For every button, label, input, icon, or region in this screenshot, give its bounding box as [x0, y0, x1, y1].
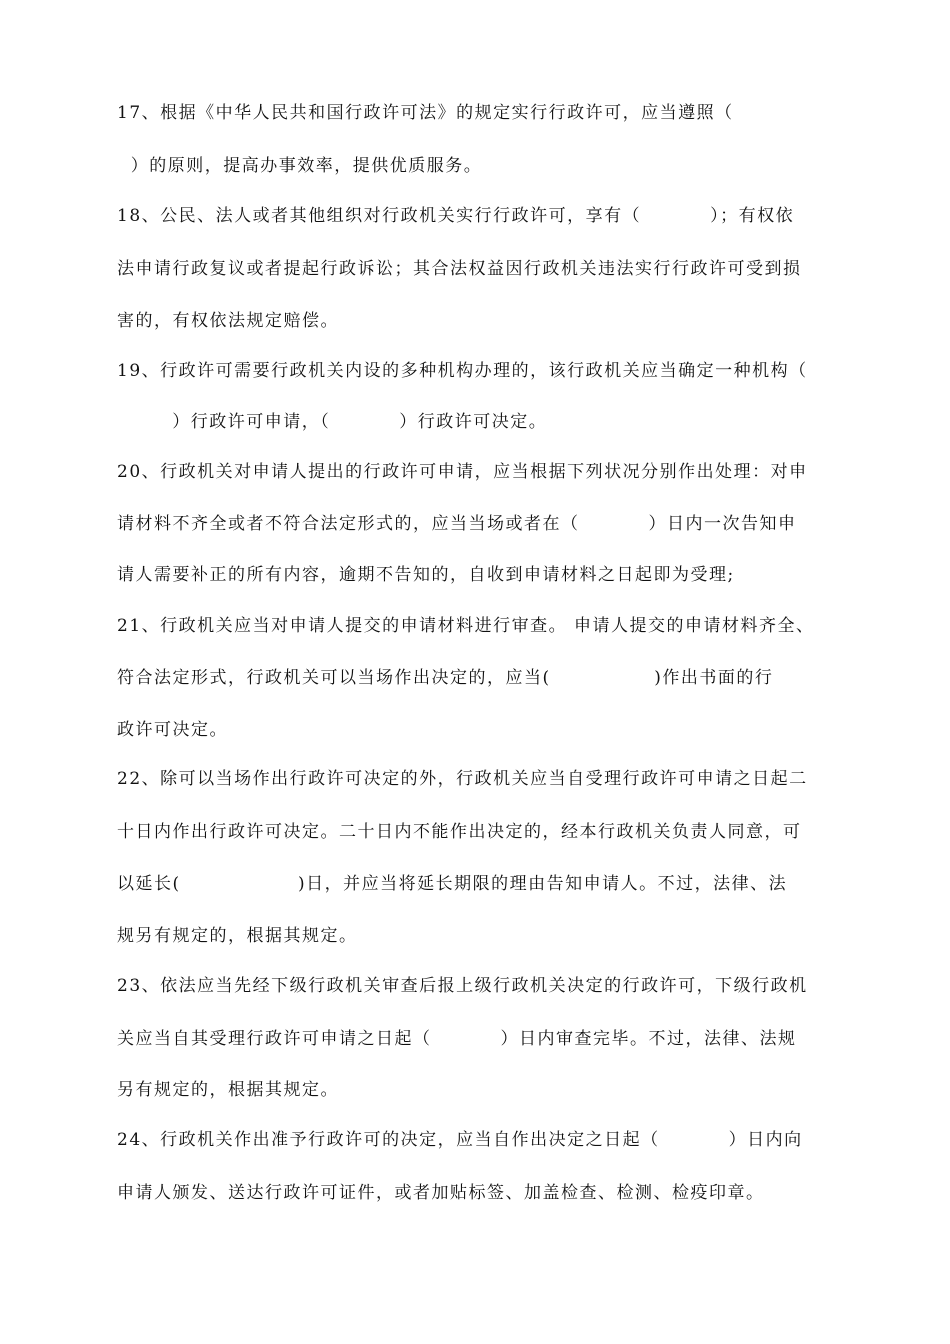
text-line-20c: 请人需要补正的所有内容，逾期不告知的，自收到申请材料之日起即为受理;	[117, 565, 735, 585]
text-line-23b: 关应当自其受理行政许可申请之日起（ ）日内审查完毕。不过，法律、法规	[117, 1029, 797, 1049]
text-line-22d: 规另有规定的，根据其规定。	[117, 926, 358, 946]
text-line-20b: 请材料不齐全或者不符合法定形式的，应当当场或者在（ ）日内一次告知申	[117, 514, 797, 534]
text-line-19b: ）行政许可申请，（ ）行政许可决定。	[117, 412, 548, 432]
text-line-22b: 十日内作出行政许可决定。二十日内不能作出决定的，经本行政机关负责人同意，可	[117, 822, 802, 842]
text-line-24b: 申请人颁发、送达行政许可证件，或者加贴标签、加盖检查、检测、检疫印章。	[117, 1183, 765, 1203]
text-line-18b: 法申请行政复议或者提起行政诉讼；其合法权益因行政机关违法实行行政许可受到损	[117, 259, 802, 279]
text-line-21a: 21、行政机关应当对申请人提交的申请材料进行审查。 申请人提交的申请材料齐全、	[117, 616, 815, 636]
text-line-19a: 19、行政许可需要行政机关内设的多种机构办理的，该行政机关应当确定一种机构（	[117, 361, 808, 381]
text-line-17b: ）的原则，提高办事效率，提供优质服务。	[117, 156, 483, 176]
text-line-21b: 符合法定形式，行政机关可以当场作出决定的，应当( )作出书面的行	[117, 668, 774, 688]
text-line-18a: 18、公民、法人或者其他组织对行政机关实行行政许可，享有（ ）；有权依	[117, 206, 795, 226]
text-line-17a: 17、根据《中华人民共和国行政许可法》的规定实行行政许可，应当遵照（	[117, 103, 734, 123]
text-line-23a: 23、依法应当先经下级行政机关审查后报上级行政机关决定的行政许可，下级行政机	[117, 976, 808, 996]
text-line-18c: 害的，有权依法规定赔偿。	[117, 311, 339, 331]
text-line-23c: 另有规定的，根据其规定。	[117, 1080, 339, 1100]
text-line-24a: 24、行政机关作出准予行政许可的决定，应当自作出决定之日起（ ）日内向	[117, 1130, 803, 1150]
text-line-20a: 20、行政机关对申请人提出的行政许可申请，应当根据下列状况分别作出处理：对申	[117, 462, 808, 482]
text-line-22a: 22、除可以当场作出行政许可决定的外，行政机关应当自受理行政许可申请之日起二	[117, 769, 808, 789]
text-line-21c: 政许可决定。	[117, 720, 228, 740]
text-line-22c: 以延长( )日，并应当将延长期限的理由告知申请人。不过，法律、法	[117, 874, 788, 894]
